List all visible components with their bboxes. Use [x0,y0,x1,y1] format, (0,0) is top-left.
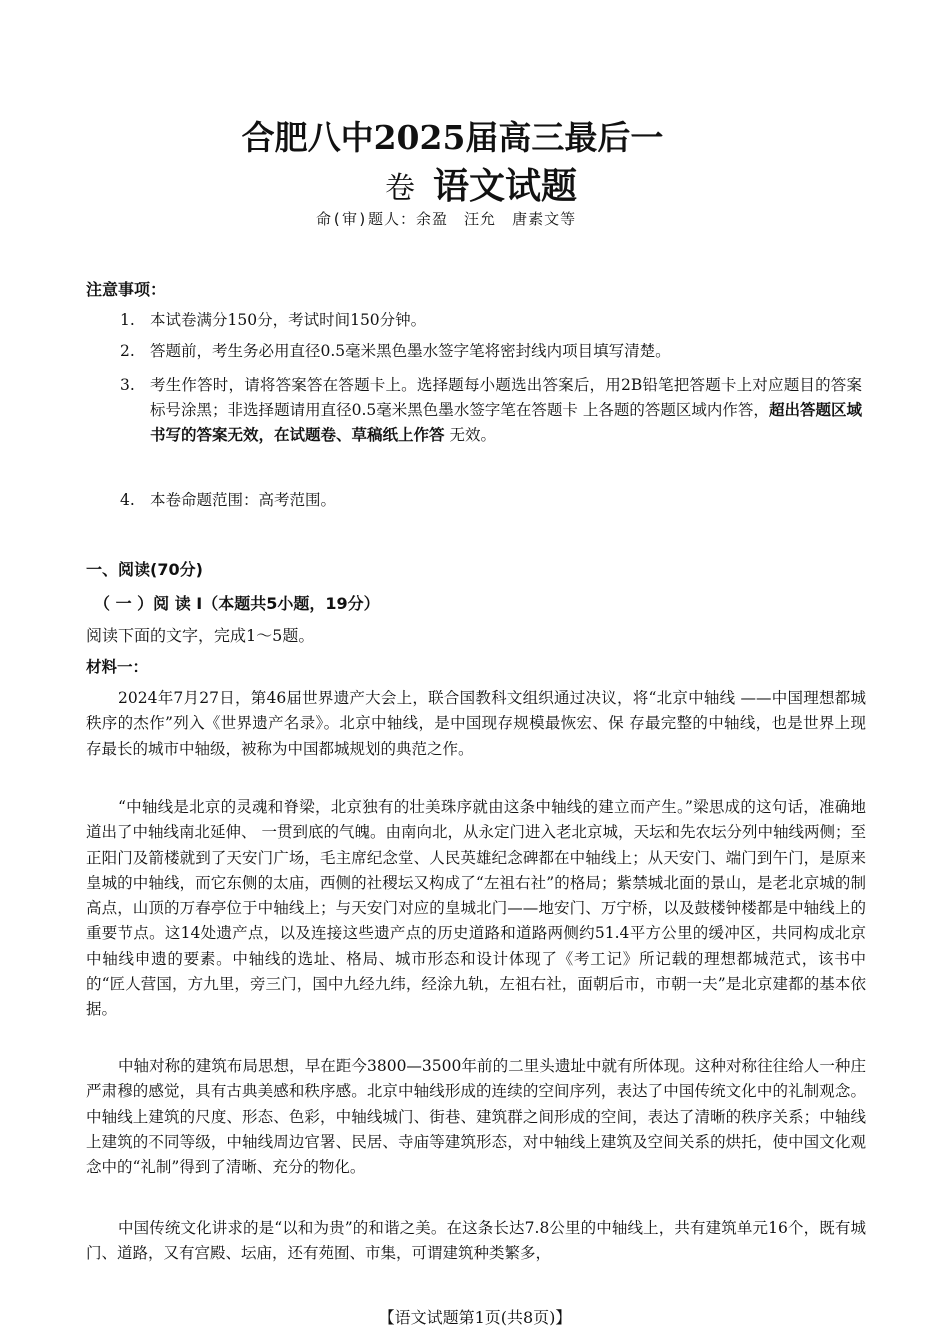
notice-item-text-emphasis: 超出答题区域书写的答案无效，在试题卷、草稿纸上作答 [150,401,862,444]
paragraph-2: “中轴线是北京的灵魂和脊梁，北京独有的壮美珠序就由这条中轴线的建立而产生。”梁思成的这句话，准确地道出了中轴线南北延伸、 一贯到底的气魄。由南向北，从永定门进入老北京城，天坛和先农坛分列中轴线两侧；至正阳门及箭楼就到了天安门广场，毛主席纪念堂、人民英雄纪念碑都在中轴线上；从天安门、端门到午门，是原来皇城的中轴线，而它东侧的太庙，西侧的社稷坛又构成了“左祖右社”的格局；紫禁城北面的景山，是老北京城的制高点，山顶的万春亭位于中轴线上；与天安门对应的皇城北门——地安门、万宁桥，以及鼓楼钟楼都是中轴线上的重要节点。这14处遗产点，以及连接这些遗产点的历史道路和道路两侧约51.4平方公里的缓冲区，共同构成北京中轴线申遗的要素。中轴线的选址、格局、城市形态和设计体现了《考工记》所记载的理想都城范式，该书中的“匠人营国，方九里，旁三门，国中九经九纬，经涂九轨，左祖右社，面朝后市，市朝一夫”是北京建都的基本依据。 [86,798,866,1019]
notice-item-text: 本卷命题范围：高考范围。 [150,491,337,509]
instruction-text: 阅读下面的文字，完成1～5题。 [86,626,315,645]
paragraph-4: 中国传统文化讲求的是“以和为贵”的和谐之美。在这条长达7.8公里的中轴线上，共有建筑单元16个，既有城门、道路，又有宫殿、坛庙，还有苑囿、市集，可谓建筑种类繁多， [86,1219,866,1263]
subsection-heading: （ 一 ）阅 读 I（本题共5小题，19分） [94,594,380,613]
notice-item-text: 考生作答时，请将答案答在答题卡上。选择题每小题选出答案后，用2B铅笔把答题卡上对应题目的答案标号涂黑；非选择题请用直径0.5毫米黑色墨水签字笔在答题卡 上各题的答题区域内作答， [150,376,862,419]
notice-item-text: 本试卷满分150分，考试时间150分钟。 [150,311,427,329]
notice-item-text: 答题前，考生务必用直径0.5毫米黑色墨水签字笔将密封线内项目填写清楚。 [150,342,671,360]
notice-item-2 [120,339,870,364]
notice-item-number: 1. [120,311,135,329]
paragraph-1: 2024年7月27日，第46届世界遗产大会上，联合国教科文组织通过决议，将“北京中轴线 ——中国理想都城秩序的杰作”列入《世界遗产名录》。北京中轴线，是中国现存规模最恢宏、保 存最完整的中轴线，也是世界上现存最长的城市中轴级，被称为中国都城规划的典范之作。 [86,689,866,758]
notice-item-4 [120,488,870,513]
notice-item-number: 4. [120,491,135,509]
notice-item-number: 2. [120,342,135,360]
notice-item-number: 3. [120,376,135,394]
exam-subject-title: 语文试题 [433,165,578,207]
notice-item-1 [120,308,870,333]
notice-item-text-end: 无效。 [444,426,496,444]
section-heading: 一、阅读(70分) [86,560,203,579]
exam-title-line2 [385,158,577,209]
material-heading: 材料一： [86,658,149,676]
notice-item-3 [120,373,862,448]
exam-title-line1: 合肥八中2025届高三最后一 [241,118,664,157]
paragraph-3: 中轴对称的建筑布局思想，早在距今3800—3500年前的二里头遗址中就有所体现。这种对称往往给人一种庄严肃穆的感觉，具有古典美感和秩序感。北京中轴线形成的连续的空间序列，表达了中国传统文化中的礼制观念。中轴线上建筑的尺度、形态、色彩，中轴线城门、街巷、建筑群之间形成的空间，表达了清晰的秩序关系；中轴线上建筑的不同等级，中轴线周边官署、民居、寺庙等建筑形态，对中轴线上建筑及空间关系的烘托，使中国文化观念中的“礼制”得到了清晰、充分的物化。 [86,1057,866,1177]
notice-heading: 注意事项： [86,280,167,299]
page-footer: 【语文试题第1页(共8页)】 [378,1308,572,1327]
exam-title-prefix: 卷 [385,171,415,206]
exam-authors: 命(审)题人：余盈 汪允 唐素文等 [316,210,577,228]
